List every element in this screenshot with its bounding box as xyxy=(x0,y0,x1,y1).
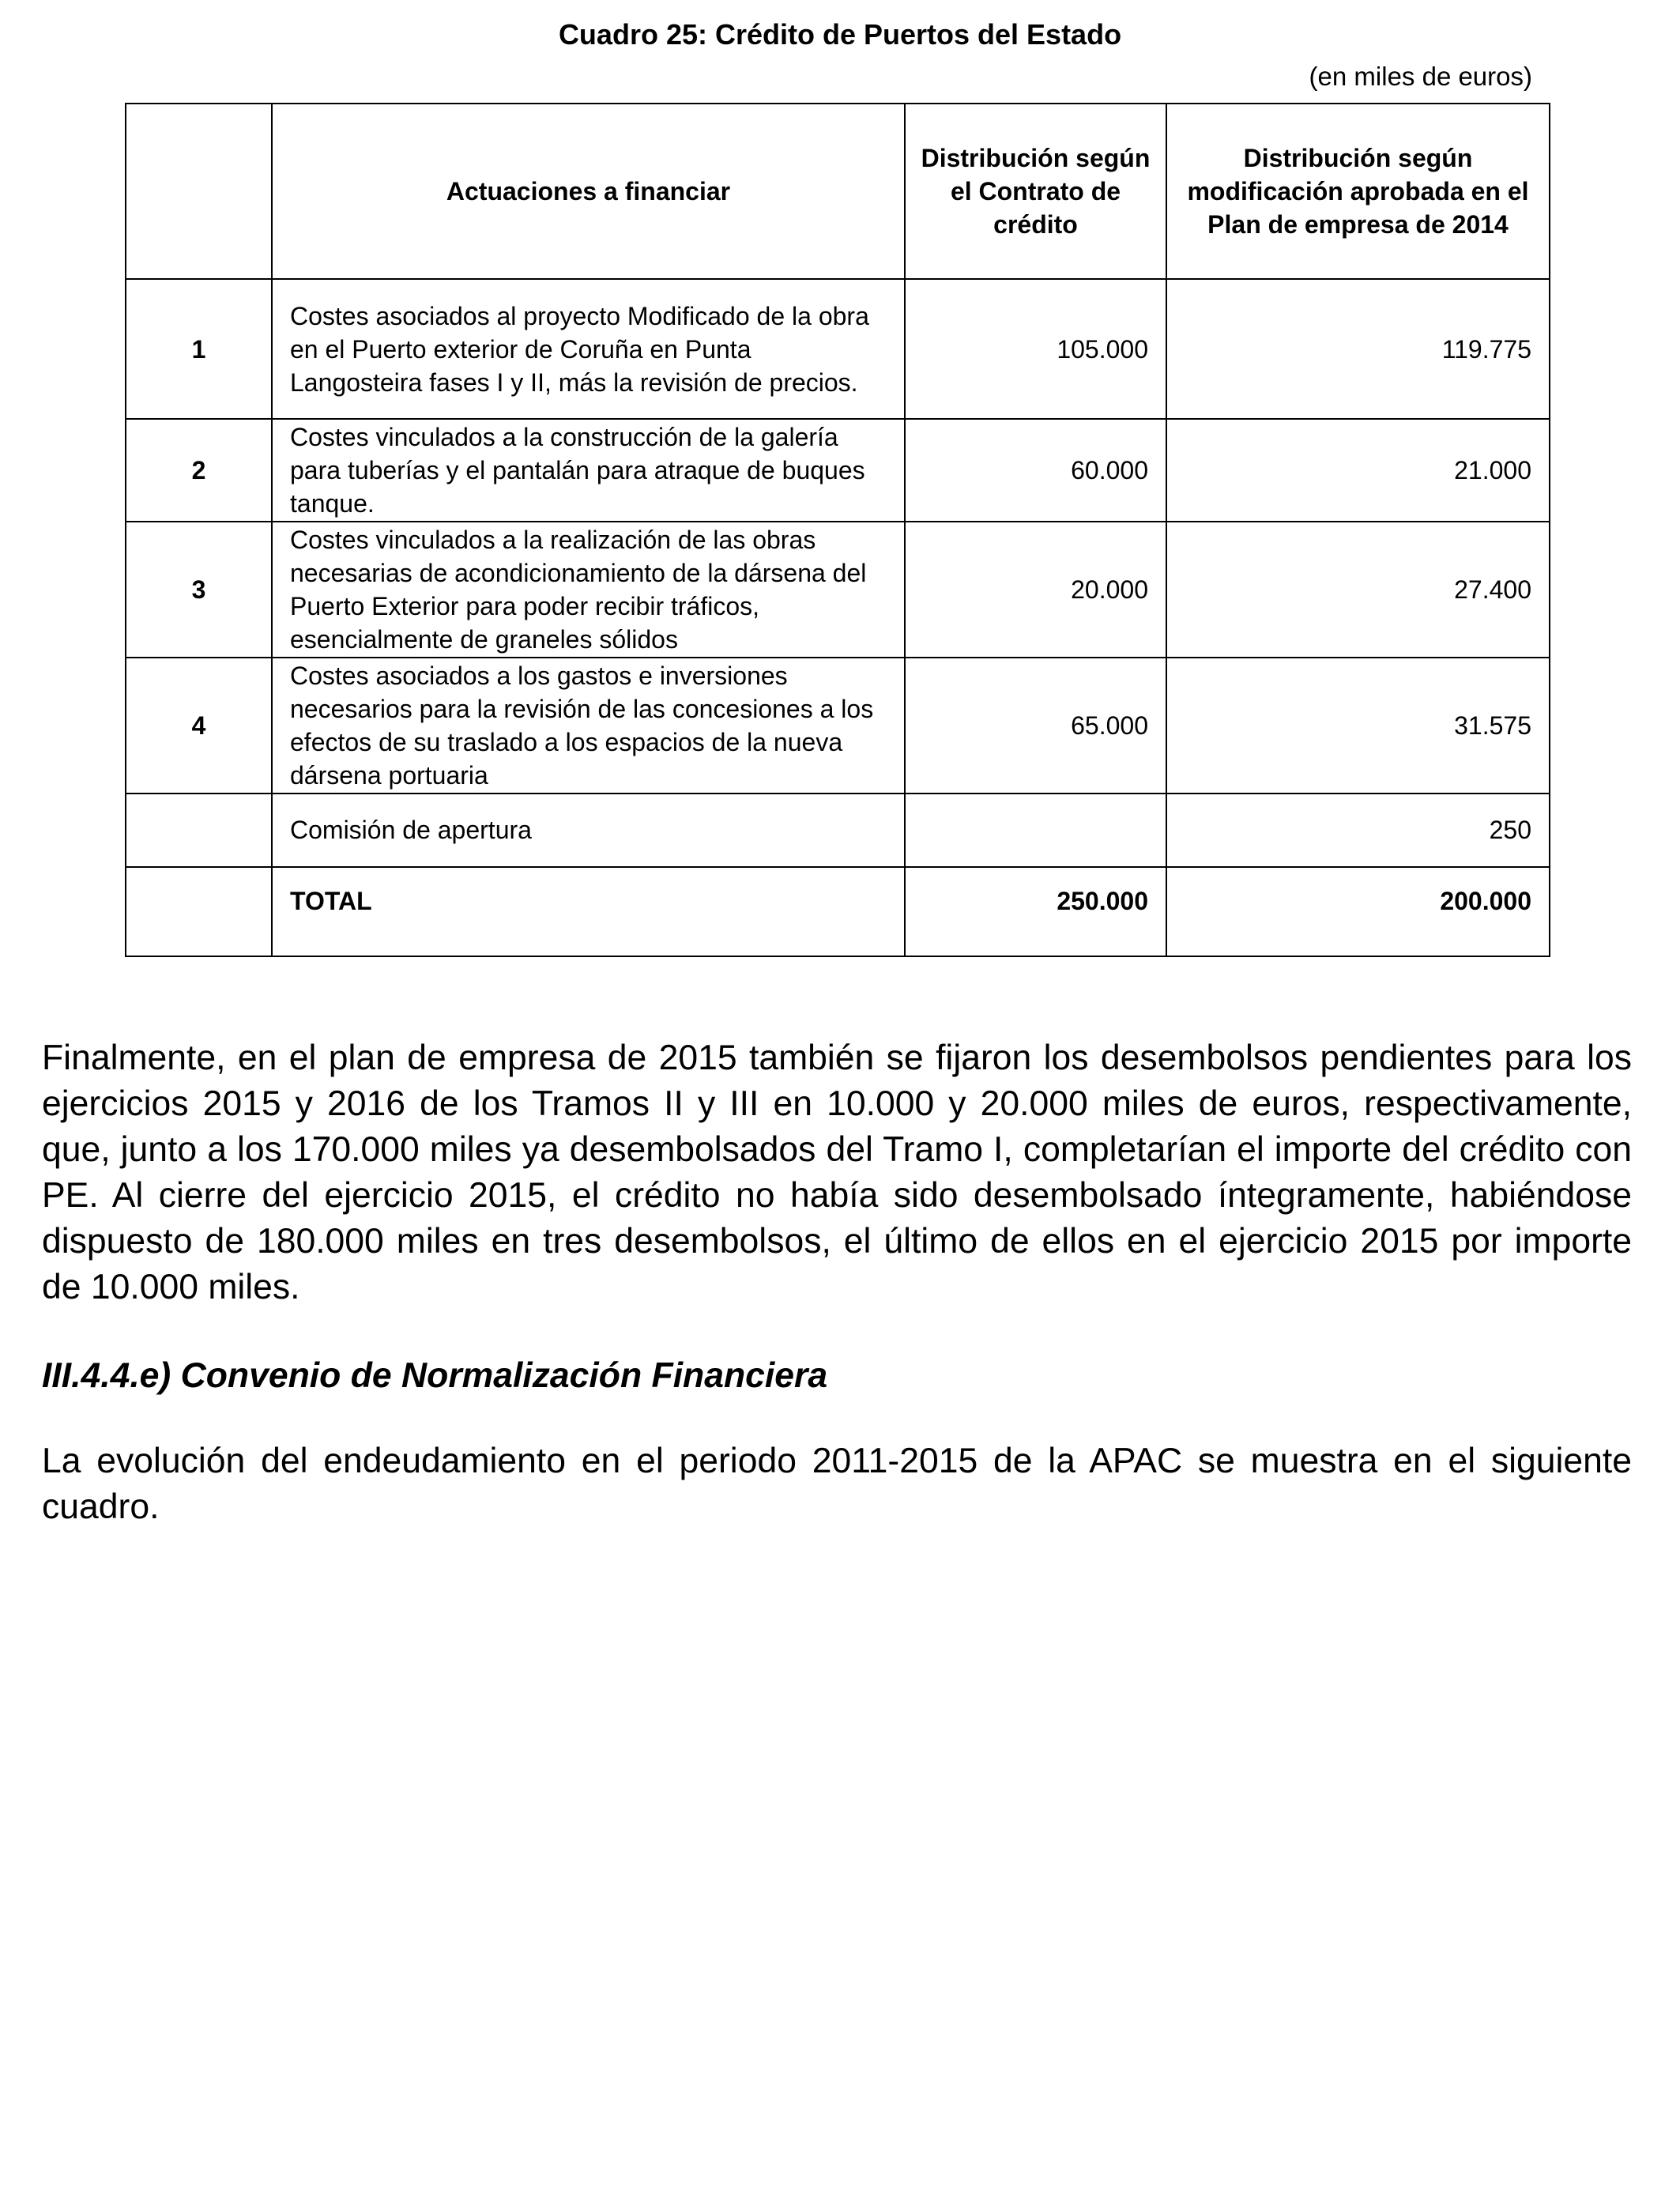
table-row-total xyxy=(126,867,1550,956)
row-contrato-value xyxy=(905,794,1166,867)
row-description: Comisión de apertura xyxy=(272,794,905,867)
table-row xyxy=(126,522,1550,658)
row-description: Costes asociados al proyecto Modificado de la obra en el Puerto exterior de Coruña en Punta Langosteira fases I y II, más la revisión de precios. xyxy=(272,279,905,419)
table-caption: Cuadro 25: Crédito de Puertos del Estado xyxy=(558,18,1122,51)
total-contrato-value: 250.000 xyxy=(905,867,1166,956)
row-contrato-value: 65.000 xyxy=(905,658,1166,794)
row-number xyxy=(126,794,272,867)
row-contrato-value: 60.000 xyxy=(905,419,1166,522)
total-number-cell xyxy=(126,867,272,956)
table-header-row xyxy=(126,104,1550,279)
row-plan2014-value: 31.575 xyxy=(1166,658,1550,794)
total-plan2014-value: 200.000 xyxy=(1166,867,1550,956)
header-number xyxy=(126,104,272,279)
row-number: 4 xyxy=(126,658,272,794)
table-row xyxy=(126,419,1550,522)
table-row xyxy=(126,279,1550,419)
units-note: (en miles de euros) xyxy=(1309,62,1532,91)
section-heading: III.4.4.e) Convenio de Normalización Financiera xyxy=(42,1356,828,1395)
row-number: 3 xyxy=(126,522,272,658)
row-plan2014-value: 250 xyxy=(1166,794,1550,867)
row-contrato-value: 20.000 xyxy=(905,522,1166,658)
header-actuaciones: Actuaciones a financiar xyxy=(272,104,905,279)
header-contrato: Distribución según el Contrato de crédito xyxy=(905,104,1166,279)
body-paragraph-disbursements: Finalmente, en el plan de empresa de 2015 también se fijaron los desembolsos pendientes para los ejercicios 2015 y 2016 de los Tramos II y III en 10.000 y 20.000 miles de euros, respectivamente, que, junto a los 170.000 miles ya desembolsados del Tramo I, completarían el importe del crédito con PE. Al cierre del ejercicio 2015, el crédito no había sido desembolsado íntegramente, habiéndose dispuesto de 180.000 miles en tres desembolsos, el último de ellos en el ejercicio 2015 por importe de 10.000 miles. xyxy=(42,1039,1632,1306)
row-plan2014-value: 27.400 xyxy=(1166,522,1550,658)
row-contrato-value: 105.000 xyxy=(905,279,1166,419)
row-plan2014-value: 21.000 xyxy=(1166,419,1550,522)
credit-table xyxy=(125,103,1550,957)
row-description: Costes vinculados a la realización de las obras necesarias de acondicionamiento de la dársena del Puerto Exterior para poder recibir tráficos, esencialmente de graneles sólidos xyxy=(272,522,905,658)
table-row xyxy=(126,658,1550,794)
row-description: Costes asociados a los gastos e inversiones necesarios para la revisión de las concesiones a los efectos de su traslado a los espacios de la nueva dársena portuaria xyxy=(272,658,905,794)
row-number: 2 xyxy=(126,419,272,522)
row-plan2014-value: 119.775 xyxy=(1166,279,1550,419)
total-label: TOTAL xyxy=(272,867,905,956)
header-plan2014: Distribución según modificación aprobada en el Plan de empresa de 2014 xyxy=(1166,104,1550,279)
table-row-commission xyxy=(126,794,1550,867)
row-description: Costes vinculados a la construcción de la galería para tuberías y el pantalán para atraque de buques tanque. xyxy=(272,419,905,522)
body-paragraph-debt-evolution: La evolución del endeudamiento en el periodo 2011-2015 de la APAC se muestra en el siguiente cuadro. xyxy=(42,1442,1632,1526)
row-number: 1 xyxy=(126,279,272,419)
